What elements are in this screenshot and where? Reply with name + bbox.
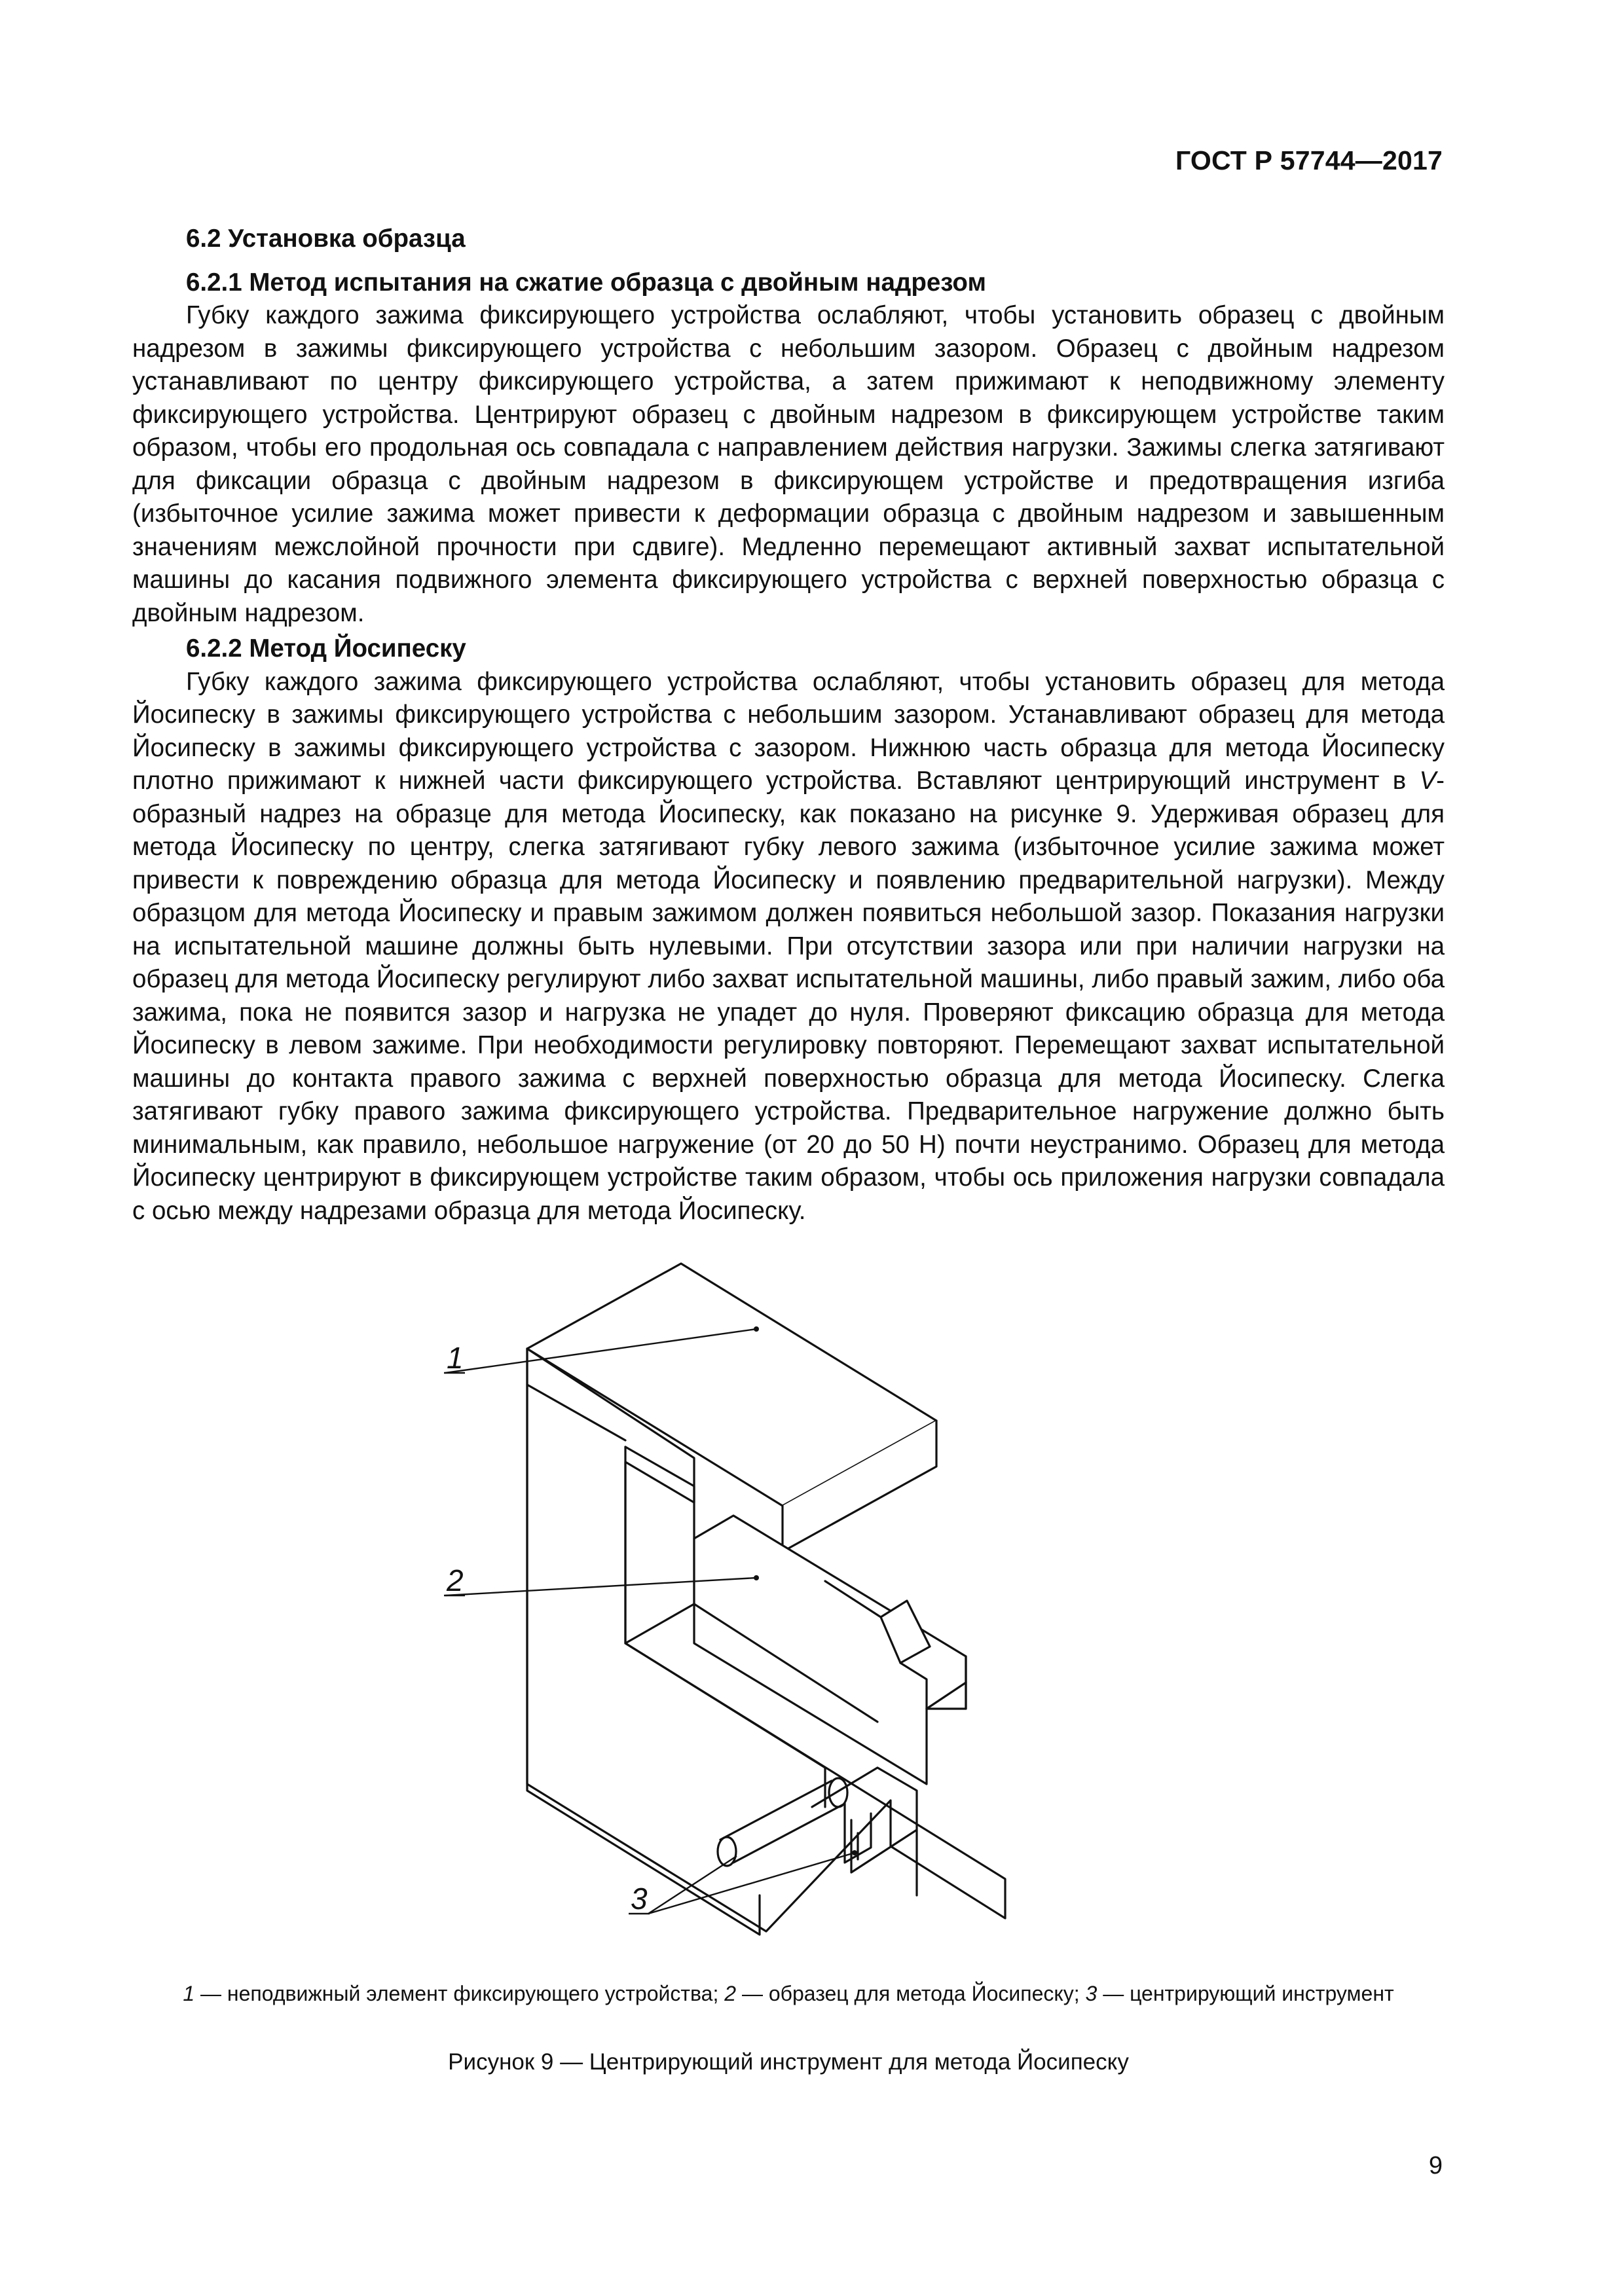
figure-title: Рисунок 9 — Центрирующий инструмент для метода Йосипеску <box>448 2049 1129 2075</box>
paragraph-6-2-2 <box>132 666 1445 1228</box>
fixture-isometric-drawing <box>419 1250 1133 1938</box>
figure-label-1: 1 <box>447 1341 464 1375</box>
legend-text: — неподвижный элемент фиксирующего устройства; <box>194 1982 725 2005</box>
paragraph-6-2-1: Губку каждого зажима фиксирующего устройства ослабляют, чтобы установить образец с двойным надрезом в зажимы фиксирующего устройства с небольшим зазором. Образец с двойным надрезом устанавливают по центру фиксирующего устройства, а затем прижимают к неподвижному элементу фиксирующего устройства. Центрируют образец с двойным надрезом в фиксирующем устройстве таким образом, чтобы его продольная ось совпадала с направлением действия нагрузки. Зажимы слегка затягивают для фиксации образца с двойным надрезом в фиксирующем устройстве и предотвращения изгиба (избыточное усилие зажима может привести к деформации образца с двойным надрезом и завышенным значениям межслойной прочности при сдвиге). Медленно перемещают активный захват испытательной машины до касания подвижного элемента фиксирующего устройства с верхней поверхностью образца с двойным надрезом. <box>132 301 1445 627</box>
v-letter-italic: V <box>1419 767 1437 795</box>
leader-point-2 <box>754 1575 759 1580</box>
figure-label-3: 3 <box>631 1882 648 1916</box>
paragraph-text-part: -образный надрез на образце для метода Йосипеску, как показано на рисунке 9. Удерживая образец для метода Йосипеску по центру, слегка затягивают губку левого зажима (избыточное усилие зажима может привести к повреждению образца для метода Йосипеску и появлению предварительной нагрузки). Между образцом для метода Йосипеску и правым зажимом должен появиться небольшой зазор. Показания нагрузки на испытательной машине должны быть нулевыми. При отсутствии зазора или при наличии нагрузки на образец для метода Йосипеску регулируют либо захват испытательной машины, либо правый зажим, либо оба зажима, пока не появится зазор и нагрузка не упадет до нуля. Проверяют фиксацию образца для метода Йосипеску в левом зажиме. При необходимости регулировку повторяют. Перемещают захват испытательной машины до контакта правого зажима с верхней поверхностью образца для метода Йосипеску. Слегка затягивают губку правого зажима фиксирующего устройства. Предварительное нагружение должно быть минимальным, как правило, небольшое нагружение (от 20 до 50 Н) почти неустранимо. Образец для метода Йосипеску центрируют в фиксирующем устройстве таким образом, чтобы ось приложения нагрузки совпадала с осью между надрезами образца для метода Йосипеску. <box>132 767 1445 1225</box>
leader-point-1 <box>754 1326 759 1332</box>
figure-label-2: 2 <box>447 1563 464 1597</box>
paragraph-text-part: Губку каждого зажима фиксирующего устройства ослабляют, чтобы установить образец для метода Йосипеску в зажимы фиксирующего устройства с небольшим зазором. Устанавливают образец для метода Йосипеску в зажимы фиксирующего устройства с зазором. Нижнюю часть образца для метода Йосипеску плотно прижимают к нижней части фиксирующего устройства. Вставляют центрирующий инструмент в <box>132 667 1445 795</box>
legend-num: 2 <box>724 1982 737 2005</box>
legend-text: — образец для метода Йосипеску; <box>736 1982 1086 2005</box>
legend-num: 3 <box>1085 1982 1098 2005</box>
legend-text: — центрирующий инструмент <box>1097 1982 1394 2005</box>
leader-point-3 <box>852 1850 857 1855</box>
figure-9-drawing <box>419 1250 1133 1938</box>
body-text <box>132 223 1445 1230</box>
subsection-heading-6-2-1: 6.2.1 Метод испытания на сжатие образца с двойным надрезом <box>186 268 986 297</box>
section-heading: 6.2 Установка образца <box>186 225 466 253</box>
figure-legend <box>132 1980 1445 2007</box>
page-number: 9 <box>1428 2152 1443 2179</box>
standard-code: ГОСТ Р 57744—2017 <box>1175 145 1443 175</box>
subsection-heading-6-2-2: 6.2.2 Метод Йосипеску <box>186 634 466 663</box>
legend-num: 1 <box>183 1982 195 2005</box>
